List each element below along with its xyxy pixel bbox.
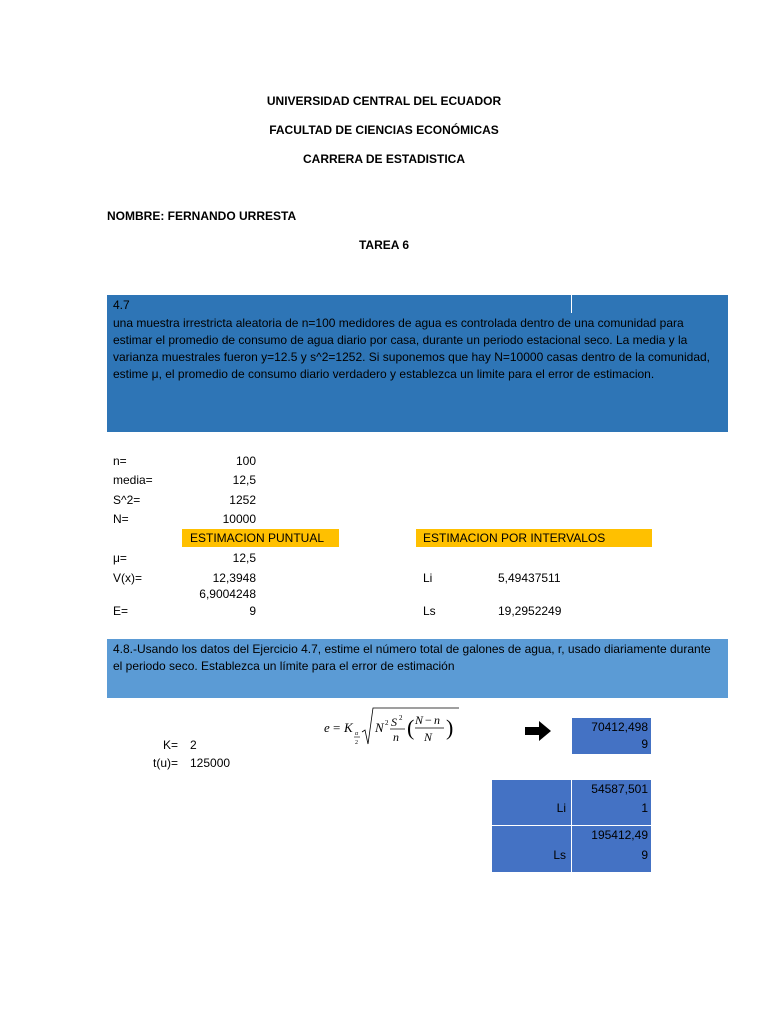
tu-label: t(u)=: [152, 756, 178, 770]
ls-label: Ls: [423, 604, 436, 618]
param-s2-label: S^2=: [113, 493, 141, 507]
k-value: 2: [190, 738, 197, 752]
vx-label: V(x)=: [113, 571, 143, 585]
point-estimation-label: ESTIMACION PUNTUAL: [190, 531, 325, 545]
exercise-48-statement: 4.8.-Usando los datos del Ejercicio 4.7, estime el número total de galones de agua, r, usado diariamente durante el periodo seco. Establezca un límite para el error de estimación: [113, 642, 711, 673]
svg-text:N: N: [415, 713, 424, 727]
svg-text:(: (: [407, 715, 415, 740]
li-label: Li: [423, 571, 433, 585]
university-title: UNIVERSIDAD CENTRAL DEL ECUADOR: [266, 94, 502, 108]
task-title: TAREA 6: [358, 238, 409, 252]
ls-value: 19,2952249: [498, 604, 562, 618]
career-title: CARRERA DE ESTADISTICA: [302, 152, 465, 166]
point-estimation-header: [182, 529, 339, 547]
li-cell-value: [572, 780, 651, 825]
mu-value: 12,5: [232, 551, 256, 565]
faculty-title: FACULTAD DE CIENCIAS ECONÓMICAS: [269, 123, 499, 137]
svg-text:N: N: [424, 730, 433, 744]
svg-text:α: α: [355, 731, 359, 737]
vx-value: 12,3948: [212, 571, 256, 585]
interval-estimation-header: [416, 529, 652, 547]
ls-cell-label: [492, 826, 571, 872]
result-line2: 9: [641, 737, 648, 751]
svg-text:N: N: [375, 720, 384, 735]
result-cell: [572, 718, 651, 754]
exercise-47-statement: una muestra irrestricta aleatoria de n=100 medidores de agua es controlada dentro de una comunidad para estimar el promedio de consumo de agua diario por casa, durante un periodo estacional seco. La media y la varianza muestrales fueron y=12.5 y s^2=1252. Si suponemos que hay N=10000 casas dentro de la comunidad, estime μ, el promedio de consumo diario verdadero y establezca un limite para el error de estimacion.: [113, 316, 711, 381]
formula-graphic: [322, 704, 462, 754]
e-label: E=: [113, 604, 129, 618]
svg-text:−: −: [425, 713, 432, 727]
interval-estimation-label: ESTIMACION POR INTERVALOS: [423, 531, 606, 545]
extra-value: 6,9004248: [199, 587, 256, 601]
param-N-label: N=: [113, 512, 129, 526]
svg-text:2: 2: [355, 740, 358, 746]
li-value: 5,49437511: [498, 571, 561, 585]
param-media-label: media=: [113, 473, 153, 487]
k-label: K=: [162, 738, 178, 752]
param-s2-value: 1252: [229, 493, 256, 507]
param-n-label: n=: [113, 454, 127, 468]
svg-text:K: K: [344, 720, 353, 735]
li-table-line2: 1: [641, 801, 648, 815]
right-arrow-icon: [524, 720, 552, 742]
student-name: NOMBRE: FERNANDO URRESTA: [107, 209, 297, 223]
param-n-value: 100: [235, 454, 256, 468]
svg-text:S: S: [391, 715, 397, 729]
e-value: 9: [249, 604, 256, 618]
param-media-value: 12,5: [232, 473, 256, 487]
exercise-47-number: 4.7: [113, 298, 130, 312]
param-N-value: 10000: [222, 512, 256, 526]
svg-text:=: =: [333, 720, 341, 735]
mu-label: μ=: [113, 551, 127, 565]
svg-text:n: n: [434, 713, 440, 727]
error-formula: [322, 704, 462, 754]
ls-cell-value: [572, 826, 651, 872]
cell-divider: [571, 295, 572, 313]
li-table-line1: 54587,501: [591, 782, 648, 796]
svg-text:2: 2: [385, 719, 389, 727]
tu-value: 125000: [190, 756, 231, 770]
svg-text:2: 2: [399, 714, 403, 722]
ls-table-line2: 9: [641, 848, 648, 862]
ls-table-line1: 195412,49: [591, 828, 648, 842]
svg-text:): ): [446, 715, 454, 740]
ls-table-label: Ls: [553, 848, 566, 862]
svg-text:n: n: [393, 730, 399, 744]
result-line1: 70412,498: [591, 720, 648, 734]
li-table-label: Li: [556, 801, 566, 815]
svg-text:e: e: [324, 720, 330, 735]
li-cell-label: [492, 780, 571, 825]
